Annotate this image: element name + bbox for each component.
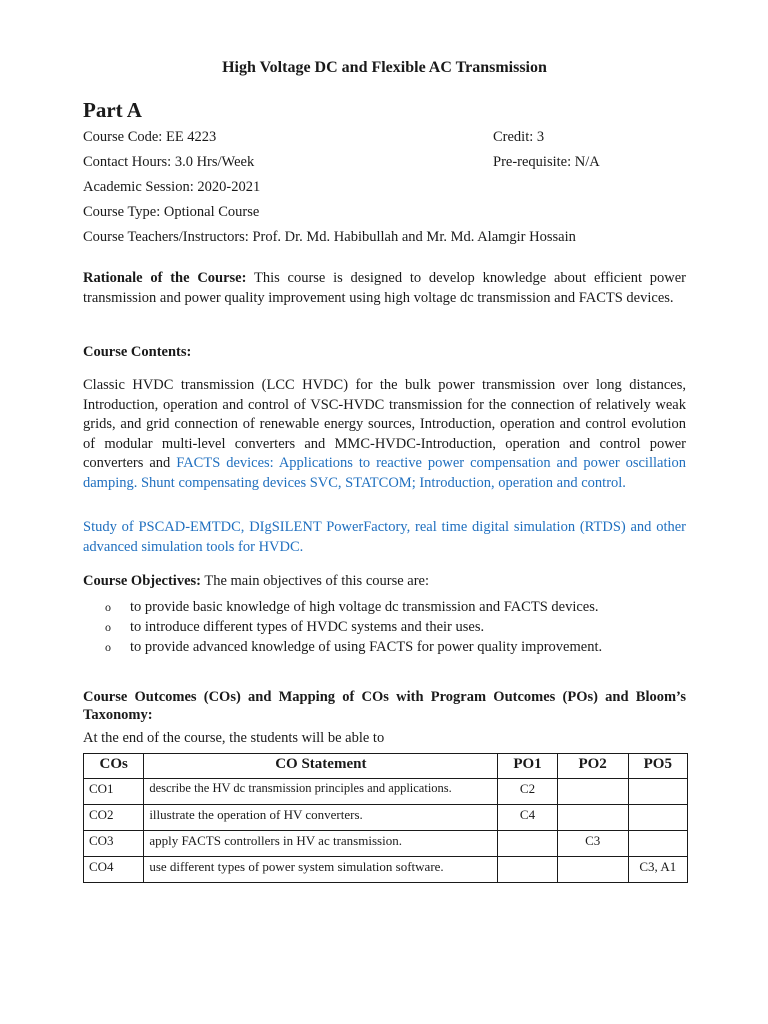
objective-item: o to provide advanced knowledge of using FACTS for power quality improvement. bbox=[105, 639, 603, 655]
rationale-paragraph bbox=[83, 269, 686, 308]
table-cell: apply FACTS controllers in HV ac transmission. bbox=[144, 831, 498, 857]
co-mapping-table bbox=[83, 753, 688, 883]
bullet-icon: o bbox=[105, 640, 111, 654]
objectives-intro: The main objectives of this course are: bbox=[200, 573, 430, 589]
table-row bbox=[84, 857, 688, 883]
contents-paragraph bbox=[83, 376, 686, 493]
outcomes-heading: Course Outcomes (COs) and Mapping of COs with Program Outcomes (POs) and Bloom’s Taxonomy: bbox=[83, 689, 686, 723]
contents-text: Classic HVDC transmission (LCC HVDC) for the bulk power transmission over long distances, Introduction, operation and control of VSC-HVDC transmission for the connection of relatively weak grids, and grid connection of renewable energy sources, Introduction, operation and control evolution of modular multi-level converters and MMC-HVDC-Introduction, operation and control power converters and bbox=[83, 377, 686, 471]
table-cell: CO4 bbox=[84, 857, 144, 883]
table-cell: C4 bbox=[498, 805, 557, 831]
document-title: High Voltage DC and Flexible AC Transmission bbox=[222, 59, 547, 76]
table-cell: C3, A1 bbox=[628, 857, 687, 883]
part-heading: Part A bbox=[83, 98, 142, 122]
table-cell: CO2 bbox=[84, 805, 144, 831]
objective-item: o to introduce different types of HVDC systems and their uses. bbox=[105, 619, 485, 635]
table-cell bbox=[557, 805, 628, 831]
contact-hours: Contact Hours: 3.0 Hrs/Week bbox=[83, 154, 255, 170]
table-cell bbox=[498, 857, 557, 883]
objectives-heading: Course Objectives: bbox=[83, 573, 201, 589]
prerequisite: Pre-requisite: N/A bbox=[493, 154, 600, 170]
table-cell bbox=[628, 779, 687, 805]
table-cell: C2 bbox=[498, 779, 557, 805]
column-header: PO5 bbox=[628, 754, 687, 779]
table-cell: illustrate the operation of HV converters. bbox=[144, 805, 498, 831]
table-cell bbox=[557, 779, 628, 805]
bullet-icon: o bbox=[105, 620, 111, 634]
table-row bbox=[84, 779, 688, 805]
simulation-paragraph: Study of PSCAD-EMTDC, DIgSILENT PowerFactory, real time digital simulation (RTDS) and other advanced simulation tools for HVDC. bbox=[83, 519, 686, 555]
table-cell bbox=[557, 857, 628, 883]
column-header: COs bbox=[84, 754, 144, 779]
table-cell: use different types of power system simulation software. bbox=[144, 857, 498, 883]
column-header: PO1 bbox=[498, 754, 557, 779]
column-header: CO Statement bbox=[144, 754, 498, 779]
table-row bbox=[84, 831, 688, 857]
objectives-paragraph bbox=[83, 572, 686, 592]
course-teachers: Course Teachers/Instructors: Prof. Dr. Md. Habibullah and Mr. Md. Alamgir Hossain bbox=[83, 229, 576, 245]
contents-heading: Course Contents: bbox=[83, 344, 192, 360]
table-header-row bbox=[84, 754, 688, 779]
contents-facts-text: FACTS devices: Applications to reactive power compensation and power oscillation damping. Shunt compensating devices SVC, STATCOM; Introduction, operation and control. bbox=[83, 455, 686, 491]
table-cell bbox=[498, 831, 557, 857]
table-cell bbox=[628, 831, 687, 857]
table-cell: C3 bbox=[557, 831, 628, 857]
column-header: PO2 bbox=[557, 754, 628, 779]
course-type: Course Type: Optional Course bbox=[83, 204, 260, 220]
rationale-text: This course is designed to develop knowledge about efficient power transmission and power quality improvement using high voltage dc transmission and FACTS devices. bbox=[83, 270, 686, 306]
outcomes-intro: At the end of the course, the students will be able to bbox=[83, 730, 385, 746]
credit: Credit: 3 bbox=[493, 129, 545, 145]
table-cell: CO1 bbox=[84, 779, 144, 805]
table-cell: CO3 bbox=[84, 831, 144, 857]
table-cell: describe the HV dc transmission principles and applications. bbox=[144, 779, 498, 805]
rationale-heading: Rationale of the Course: bbox=[83, 270, 247, 286]
table-cell bbox=[628, 805, 687, 831]
academic-session: Academic Session: 2020-2021 bbox=[83, 179, 261, 195]
table-row bbox=[84, 805, 688, 831]
objective-item: o to provide basic knowledge of high voltage dc transmission and FACTS devices. bbox=[105, 599, 599, 615]
course-code: Course Code: EE 4223 bbox=[83, 129, 217, 145]
bullet-icon: o bbox=[105, 600, 111, 614]
